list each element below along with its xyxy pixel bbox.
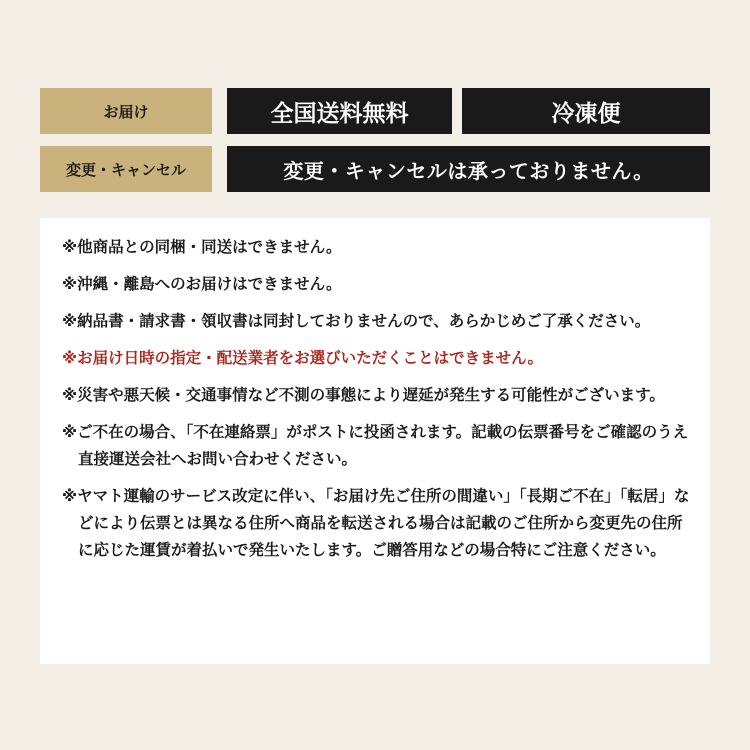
frozen-delivery-badge: 冷凍便 — [462, 88, 710, 134]
change-cancel-label: 変更・キャンセル — [40, 146, 212, 192]
free-shipping-badge: 全国送料無料 — [227, 88, 452, 134]
notes-panel — [40, 218, 710, 664]
change-cancel-row — [40, 146, 710, 192]
change-cancel-policy: 変更・キャンセルは承っておりません。 — [227, 146, 710, 192]
delivery-row — [40, 88, 710, 134]
note-absence: ※ご不在の場合、「不在連絡票」がポストに投函されます。記載の伝票番号をご確認のうえ直接運送会社へお問い合わせください。 — [62, 423, 689, 468]
note-delay: ※災害や悪天候・交通事情など不測の事態により遅延が発生する可能性がございます。 — [62, 386, 665, 404]
note-no-date-selection: ※お届け日時の指定・配送業者をお選びいただくことはできません。 — [62, 349, 544, 367]
note-bundling: ※他商品との同梱・同送はできません。 — [62, 238, 342, 256]
note-forwarding: ※ヤマト運輸のサービス改定に伴い、「お届け先ご住所の間違い」「長期ご不在」「転居」などにより伝票とは異なる住所へ商品を転送される場合は記載のご住所から変更先の住所に応じた運賃が着払いで発生いたします。ご贈答用などの場合特にご注意ください。 — [62, 487, 690, 559]
note-invoice: ※納品書・請求書・領収書は同封しておりませんので、あらかじめご了承ください。 — [62, 312, 651, 330]
note-islands: ※沖縄・離島へのお届けはできません。 — [62, 275, 342, 293]
delivery-label: お届け — [40, 88, 212, 134]
